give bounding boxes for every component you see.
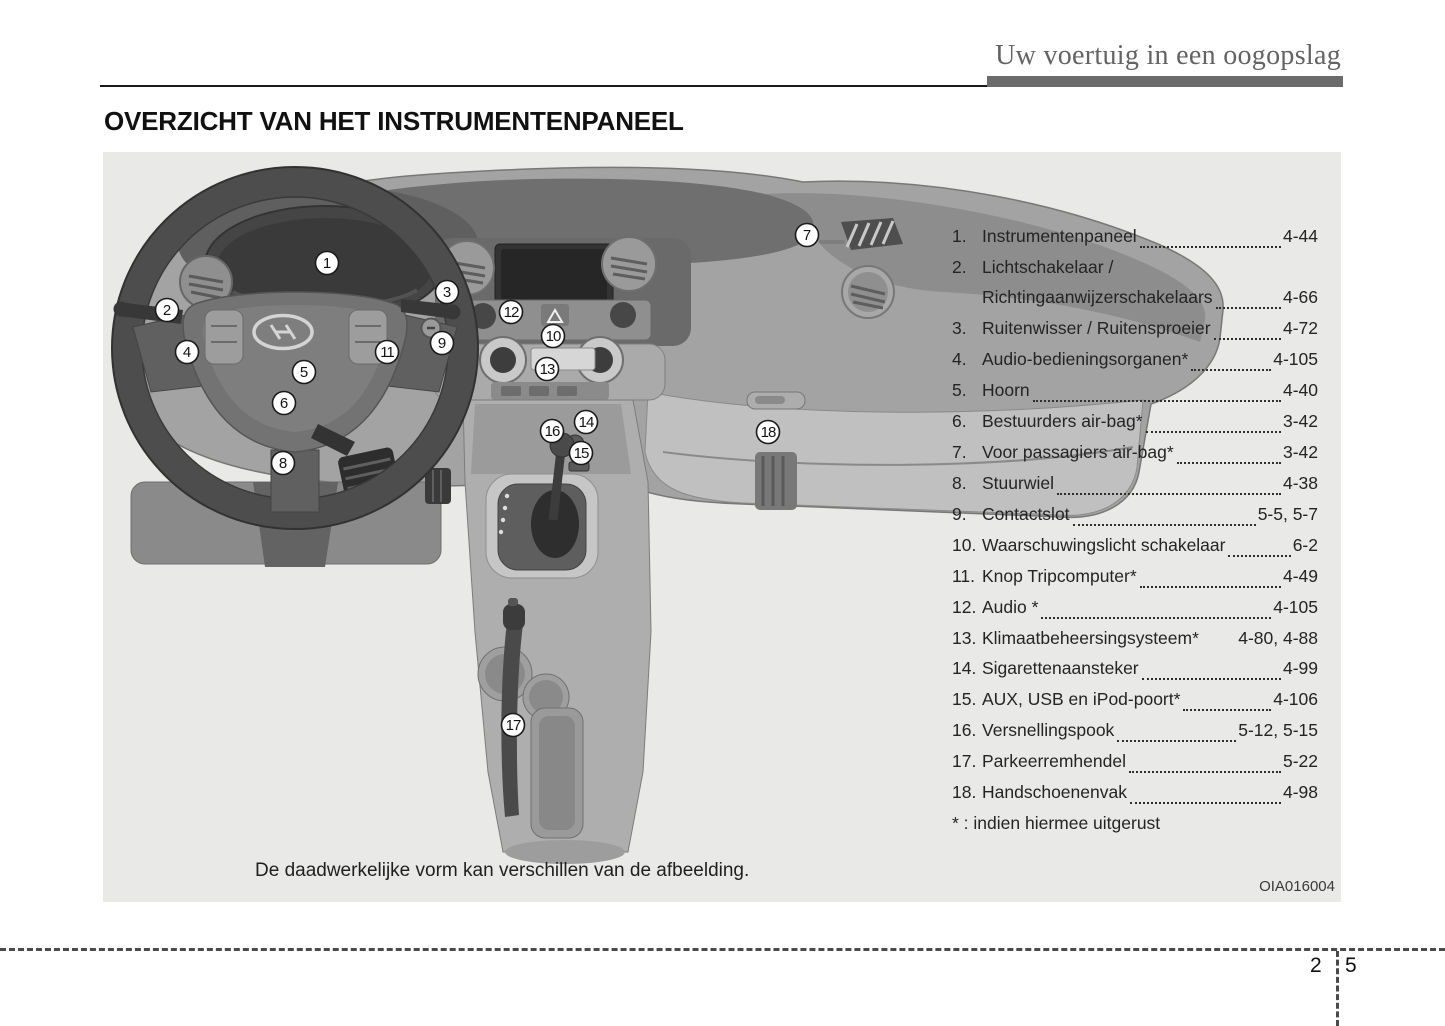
figure-caption: De daadwerkelijke vorm kan verschillen van de afbeelding. <box>255 860 750 881</box>
callout-9 <box>431 332 454 355</box>
callout-6 <box>273 392 296 415</box>
callout-18 <box>757 421 780 444</box>
figure-panel <box>103 152 1341 902</box>
svg-text:7: 7 <box>802 227 812 245</box>
svg-text:1: 1 <box>322 255 332 273</box>
footer-dashed-rule <box>0 948 1445 951</box>
parts-list <box>952 222 1318 838</box>
header-rule <box>100 85 988 87</box>
callout-17 <box>502 714 525 737</box>
toc-item: 5. Hoorn 4-40 <box>952 376 1318 407</box>
footer-chapter-number: 2 <box>1310 954 1322 977</box>
toc-item: 12. Audio * 4-105 <box>952 593 1318 624</box>
toc-list <box>952 222 1318 809</box>
callout-7 <box>796 224 819 247</box>
toc-item: 6. Bestuurders air-bag* 3-42 <box>952 407 1318 438</box>
svg-text:5: 5 <box>299 364 309 382</box>
section-title: Uw voertuig in een oogopslag <box>995 40 1341 71</box>
toc-item: 7. Voor passagiers air-bag* 3-42 <box>952 438 1318 469</box>
toc-item: 2. Lichtschakelaar / Richtingaanwijzerschakelaars 4-66 <box>952 257 1318 307</box>
toc-item: 9. Contactslot 5-5, 5-7 <box>952 500 1318 531</box>
footer-page-number: 5 <box>1345 954 1357 977</box>
svg-text:15: 15 <box>573 445 589 463</box>
svg-text:4: 4 <box>182 344 192 362</box>
toc-item: 17. Parkeerremhendel 5-22 <box>952 747 1318 778</box>
svg-text:11: 11 <box>380 344 394 362</box>
svg-text:6: 6 <box>279 395 289 413</box>
callout-8 <box>272 452 295 475</box>
toc-item: 18. Handschoenenvak 4-98 <box>952 778 1318 809</box>
svg-text:18: 18 <box>760 424 776 442</box>
toc-footnote: * : indien hiermee uitgerust <box>952 812 1161 833</box>
callout-14 <box>575 411 598 434</box>
callout-11 <box>376 341 399 364</box>
toc-item: 3. Ruitenwisser / Ruitensproeier 4-72 <box>952 314 1318 345</box>
toc-item: 13. Klimaatbeheersingsysteem* 4-80, 4-88 <box>952 627 1318 648</box>
toc-item: 4. Audio-bedieningsorganen* 4-105 <box>952 345 1318 376</box>
toc-item: 8. Stuurwiel 4-38 <box>952 469 1318 500</box>
toc-item: 11. Knop Tripcomputer* 4-49 <box>952 562 1318 593</box>
callout-16 <box>541 420 564 443</box>
header-accent-bar <box>987 76 1343 87</box>
center-console <box>463 400 651 864</box>
callout-3 <box>436 281 459 304</box>
svg-text:17: 17 <box>505 717 521 735</box>
callout-1 <box>316 252 339 275</box>
toc-item: 16. Versnellingspook 5-12, 5-15 <box>952 716 1318 747</box>
svg-text:2: 2 <box>162 302 172 320</box>
footer-vertical-rule <box>1336 951 1339 1026</box>
svg-text:16: 16 <box>544 423 560 441</box>
toc-item: 10. Waarschuwingslicht schakelaar 6-2 <box>952 531 1318 562</box>
callout-5 <box>293 361 316 384</box>
toc-item: 15. AUX, USB en iPod-poort* 4-106 <box>952 685 1318 716</box>
figure-image-code: OIA016004 <box>1259 878 1335 895</box>
passenger-vent <box>842 266 894 318</box>
svg-text:10: 10 <box>545 328 561 346</box>
toc-item: 14. Sigarettenaansteker 4-99 <box>952 654 1318 685</box>
callout-15 <box>570 442 593 465</box>
toc-item: 1. Instrumentenpaneel 4-44 <box>952 222 1318 253</box>
svg-text:13: 13 <box>539 361 555 379</box>
svg-text:14: 14 <box>578 414 594 432</box>
svg-text:9: 9 <box>437 335 447 353</box>
svg-text:3: 3 <box>442 284 452 302</box>
svg-text:12: 12 <box>503 304 519 322</box>
callout-13 <box>536 358 559 381</box>
callout-12 <box>500 301 523 324</box>
callout-10 <box>542 325 565 348</box>
page-title: OVERZICHT VAN HET INSTRUMENTENPANEEL <box>104 106 684 136</box>
callout-4 <box>176 341 199 364</box>
svg-text:8: 8 <box>278 455 288 473</box>
callout-2 <box>156 299 179 322</box>
